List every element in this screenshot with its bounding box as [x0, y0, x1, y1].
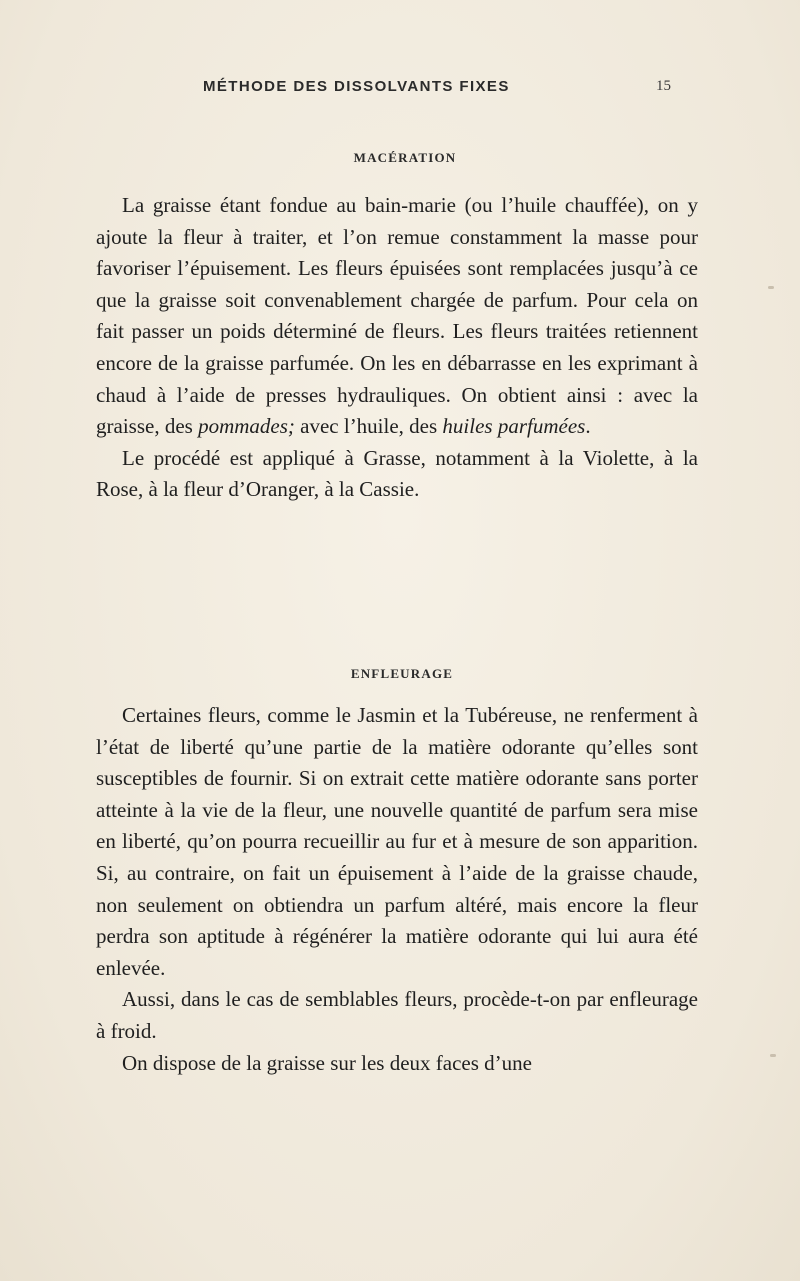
paragraph: Le procédé est appliqué à Grasse, notamment à la Violette, à la Rose, à la fleur d’Oranger, à la Cassie. — [96, 445, 698, 502]
page-number: 15 — [656, 78, 671, 94]
paragraph — [96, 190, 698, 443]
paragraph: Aussi, dans le cas de semblables fleurs, procède-t-on par enfleurage à froid. — [96, 987, 698, 1043]
paragraph: On dispose de la graisse sur les deux faces d’une — [122, 1050, 532, 1075]
paper-speck — [768, 286, 774, 289]
italic-term-huiles-parfumees: huiles parfumées — [442, 414, 586, 439]
text-run: avec l’huile, des — [294, 414, 443, 439]
text-run: La graisse étant fondue au bain-marie (ou l’huile chauffée), on y ajoute la fleur à traiter, et l’on remue constamment la masse pour favoriser l’épuisement. Les fleurs épuisées sont remplacées jusqu’à ce que la graisse soit convenablement chargée de parfum. Pour cela on fait passer un poids déterminé de fleurs. Les fleurs traitées retiennent encore de la graisse parfumée. On les en débarrasse en les exprimant à chaud à l’aide de presses hydrauliques. On obtient ainsi : avec la graisse, des — [96, 193, 698, 439]
maceration-text — [96, 190, 698, 506]
running-head — [0, 78, 800, 98]
paragraph: Certaines fleurs, comme le Jasmin et la Tubéreuse, ne renferment à l’état de liberté qu’une partie de la matière odorante qu’elles sont susceptibles de fournir. Si on extrait cette matière odorante sans porter atteinte à la vie de la fleur, une nouvelle quantité de parfum sera mise en liberté, qu’on pourra recueillir au fur et à mesure de son apparition. Si, au contraire, on fait un épuisement à l’aide de la graisse chaude, non seulement on obtiendra un parfum altéré, mais encore la fleur perdra son aptitude à régénérer la matière odorante qui lui aura été enlevée. — [96, 703, 698, 980]
section-heading-enfleurage: ENFLEURAGE — [350, 666, 454, 681]
text-run: . — [585, 414, 591, 439]
paper-speck — [770, 1054, 776, 1057]
italic-term-pommades: pommades; — [198, 414, 295, 439]
enfleurage-text — [96, 700, 698, 1079]
section-heading-maceration: MACÉRATION — [353, 150, 457, 165]
running-title: MÉTHODE DES DISSOLVANTS FIXES — [203, 78, 510, 95]
